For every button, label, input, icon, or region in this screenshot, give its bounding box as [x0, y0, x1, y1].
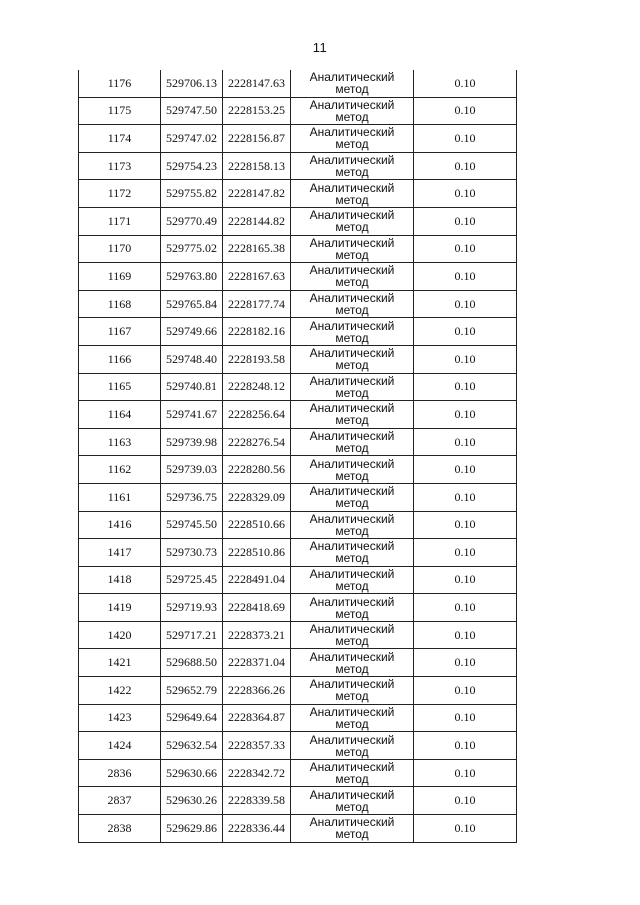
method-cell — [291, 456, 414, 484]
method-cell — [291, 70, 414, 97]
method-cell — [291, 152, 414, 180]
method-line-1: Аналитический — [309, 125, 395, 140]
point-number-cell: 1422 — [79, 677, 161, 705]
point-number-cell: 2838 — [79, 815, 161, 843]
table-row — [79, 483, 517, 511]
error-cell: 0.10 — [414, 815, 517, 843]
method-line-2: метод — [335, 82, 369, 97]
y-coordinate-cell: 2228357.33 — [223, 732, 291, 760]
table-row — [79, 621, 517, 649]
method-line-1: Аналитический — [309, 153, 395, 168]
table-row — [79, 511, 517, 539]
error-cell: 0.10 — [414, 125, 517, 153]
method-cell — [291, 759, 414, 787]
method-cell — [291, 539, 414, 567]
method-line-2: метод — [335, 413, 369, 428]
method-cell — [291, 318, 414, 346]
point-number-cell: 1167 — [79, 318, 161, 346]
table-row — [79, 97, 517, 125]
method-line-1: Аналитический — [309, 373, 395, 388]
error-cell: 0.10 — [414, 345, 517, 373]
error-cell: 0.10 — [414, 318, 517, 346]
coordinates-table — [78, 70, 517, 843]
method-line-1: Аналитический — [309, 539, 395, 554]
point-number-cell: 1173 — [79, 152, 161, 180]
x-coordinate-cell: 529745.50 — [161, 511, 223, 539]
method-cell — [291, 125, 414, 153]
y-coordinate-cell: 2228339.58 — [223, 787, 291, 815]
point-number-cell: 1418 — [79, 566, 161, 594]
y-coordinate-cell: 2228158.13 — [223, 152, 291, 180]
error-cell: 0.10 — [414, 511, 517, 539]
method-line-2: метод — [335, 137, 369, 152]
method-cell — [291, 401, 414, 429]
method-line-2: метод — [335, 496, 369, 511]
x-coordinate-cell: 529629.86 — [161, 815, 223, 843]
x-coordinate-cell: 529754.23 — [161, 152, 223, 180]
method-cell — [291, 207, 414, 235]
x-coordinate-cell: 529765.84 — [161, 290, 223, 318]
method-line-1: Аналитический — [309, 622, 395, 637]
y-coordinate-cell: 2228144.82 — [223, 207, 291, 235]
point-number-cell: 1161 — [79, 483, 161, 511]
method-cell — [291, 649, 414, 677]
table-row — [79, 594, 517, 622]
table-row — [79, 456, 517, 484]
method-cell — [291, 483, 414, 511]
error-cell: 0.10 — [414, 401, 517, 429]
table-row — [79, 815, 517, 843]
method-line-2: метод — [335, 744, 369, 759]
y-coordinate-cell: 2228491.04 — [223, 566, 291, 594]
method-cell — [291, 566, 414, 594]
method-line-2: метод — [335, 192, 369, 207]
x-coordinate-cell: 529748.40 — [161, 345, 223, 373]
x-coordinate-cell: 529763.80 — [161, 263, 223, 291]
point-number-cell: 1169 — [79, 263, 161, 291]
y-coordinate-cell: 2228336.44 — [223, 815, 291, 843]
x-coordinate-cell: 529749.66 — [161, 318, 223, 346]
method-line-1: Аналитический — [309, 511, 395, 526]
method-line-2: метод — [335, 303, 369, 318]
table-row — [79, 70, 517, 97]
error-cell: 0.10 — [414, 732, 517, 760]
error-cell: 0.10 — [414, 97, 517, 125]
error-cell: 0.10 — [414, 677, 517, 705]
x-coordinate-cell: 529741.67 — [161, 401, 223, 429]
coordinates-table-body — [79, 70, 517, 842]
error-cell: 0.10 — [414, 373, 517, 401]
method-line-2: метод — [335, 523, 369, 538]
x-coordinate-cell: 529775.02 — [161, 235, 223, 263]
method-line-1: Аналитический — [309, 235, 395, 250]
table-row — [79, 318, 517, 346]
error-cell: 0.10 — [414, 263, 517, 291]
method-cell — [291, 235, 414, 263]
x-coordinate-cell: 529719.93 — [161, 594, 223, 622]
error-cell: 0.10 — [414, 180, 517, 208]
method-line-1: Аналитический — [309, 97, 395, 112]
error-cell: 0.10 — [414, 594, 517, 622]
method-line-2: метод — [335, 551, 369, 566]
method-cell — [291, 704, 414, 732]
y-coordinate-cell: 2228167.63 — [223, 263, 291, 291]
x-coordinate-cell: 529739.98 — [161, 428, 223, 456]
table-row — [79, 263, 517, 291]
method-cell — [291, 677, 414, 705]
method-line-2: метод — [335, 689, 369, 704]
point-number-cell: 1166 — [79, 345, 161, 373]
x-coordinate-cell: 529770.49 — [161, 207, 223, 235]
x-coordinate-cell: 529688.50 — [161, 649, 223, 677]
table-row — [79, 180, 517, 208]
table-row — [79, 152, 517, 180]
method-cell — [291, 732, 414, 760]
table-row — [79, 125, 517, 153]
method-line-1: Аналитический — [309, 263, 395, 278]
y-coordinate-cell: 2228510.86 — [223, 539, 291, 567]
point-number-cell: 1424 — [79, 732, 161, 760]
point-number-cell: 1421 — [79, 649, 161, 677]
y-coordinate-cell: 2228280.56 — [223, 456, 291, 484]
error-cell: 0.10 — [414, 428, 517, 456]
error-cell: 0.10 — [414, 759, 517, 787]
x-coordinate-cell: 529740.81 — [161, 373, 223, 401]
y-coordinate-cell: 2228510.66 — [223, 511, 291, 539]
method-line-1: Аналитический — [309, 760, 395, 775]
method-line-2: метод — [335, 606, 369, 621]
error-cell: 0.10 — [414, 704, 517, 732]
table-row — [79, 401, 517, 429]
error-cell: 0.10 — [414, 152, 517, 180]
method-line-2: метод — [335, 827, 369, 842]
method-line-1: Аналитический — [309, 677, 395, 692]
table-row — [79, 345, 517, 373]
method-line-1: Аналитический — [309, 318, 395, 333]
table-row — [79, 290, 517, 318]
method-line-2: метод — [335, 247, 369, 262]
table-row — [79, 649, 517, 677]
method-line-1: Аналитический — [309, 456, 395, 471]
point-number-cell: 2837 — [79, 787, 161, 815]
method-line-2: метод — [335, 578, 369, 593]
point-number-cell: 1170 — [79, 235, 161, 263]
method-line-1: Аналитический — [309, 346, 395, 361]
error-cell: 0.10 — [414, 207, 517, 235]
error-cell: 0.10 — [414, 235, 517, 263]
y-coordinate-cell: 2228248.12 — [223, 373, 291, 401]
point-number-cell: 1417 — [79, 539, 161, 567]
x-coordinate-cell: 529739.03 — [161, 456, 223, 484]
point-number-cell: 1171 — [79, 207, 161, 235]
x-coordinate-cell: 529717.21 — [161, 621, 223, 649]
point-number-cell: 1162 — [79, 456, 161, 484]
y-coordinate-cell: 2228153.25 — [223, 97, 291, 125]
method-line-1: Аналитический — [309, 291, 395, 306]
method-cell — [291, 428, 414, 456]
method-line-1: Аналитический — [309, 732, 395, 747]
point-number-cell: 1175 — [79, 97, 161, 125]
y-coordinate-cell: 2228177.74 — [223, 290, 291, 318]
error-cell: 0.10 — [414, 539, 517, 567]
x-coordinate-cell: 529652.79 — [161, 677, 223, 705]
method-line-2: метод — [335, 358, 369, 373]
table-row — [79, 539, 517, 567]
method-line-2: метод — [335, 468, 369, 483]
method-line-2: метод — [335, 330, 369, 345]
method-cell — [291, 290, 414, 318]
x-coordinate-cell: 529725.45 — [161, 566, 223, 594]
method-line-2: метод — [335, 275, 369, 290]
y-coordinate-cell: 2228329.09 — [223, 483, 291, 511]
method-line-2: метод — [335, 661, 369, 676]
x-coordinate-cell: 529649.64 — [161, 704, 223, 732]
table-row — [79, 566, 517, 594]
error-cell: 0.10 — [414, 290, 517, 318]
table-row — [79, 207, 517, 235]
method-line-1: Аналитический — [309, 787, 395, 802]
y-coordinate-cell: 2228276.54 — [223, 428, 291, 456]
method-line-1: Аналитический — [309, 208, 395, 223]
y-coordinate-cell: 2228156.87 — [223, 125, 291, 153]
method-line-2: метод — [335, 799, 369, 814]
method-line-2: метод — [335, 165, 369, 180]
error-cell: 0.10 — [414, 787, 517, 815]
method-cell — [291, 373, 414, 401]
table-row — [79, 428, 517, 456]
method-line-1: Аналитический — [309, 649, 395, 664]
y-coordinate-cell: 2228182.16 — [223, 318, 291, 346]
point-number-cell: 1164 — [79, 401, 161, 429]
error-cell: 0.10 — [414, 566, 517, 594]
error-cell: 0.10 — [414, 483, 517, 511]
method-line-1: Аналитический — [309, 704, 395, 719]
x-coordinate-cell: 529630.66 — [161, 759, 223, 787]
method-line-1: Аналитический — [309, 401, 395, 416]
y-coordinate-cell: 2228193.58 — [223, 345, 291, 373]
y-coordinate-cell: 2228418.69 — [223, 594, 291, 622]
y-coordinate-cell: 2228256.64 — [223, 401, 291, 429]
table-row — [79, 235, 517, 263]
method-line-1: Аналитический — [309, 180, 395, 195]
table-row — [79, 759, 517, 787]
table-row — [79, 373, 517, 401]
method-cell — [291, 345, 414, 373]
error-cell: 0.10 — [414, 649, 517, 677]
x-coordinate-cell: 529630.26 — [161, 787, 223, 815]
point-number-cell: 1416 — [79, 511, 161, 539]
method-cell — [291, 180, 414, 208]
x-coordinate-cell: 529755.82 — [161, 180, 223, 208]
method-cell — [291, 594, 414, 622]
method-line-2: метод — [335, 109, 369, 124]
method-line-2: метод — [335, 716, 369, 731]
point-number-cell: 1172 — [79, 180, 161, 208]
y-coordinate-cell: 2228371.04 — [223, 649, 291, 677]
method-line-1: Аналитический — [309, 594, 395, 609]
table-row — [79, 732, 517, 760]
error-cell: 0.10 — [414, 70, 517, 97]
method-cell — [291, 511, 414, 539]
table-row — [79, 704, 517, 732]
method-line-2: метод — [335, 385, 369, 400]
table-row — [79, 677, 517, 705]
method-line-1: Аналитический — [309, 429, 395, 444]
x-coordinate-cell: 529747.02 — [161, 125, 223, 153]
method-cell — [291, 815, 414, 843]
method-line-2: метод — [335, 220, 369, 235]
point-number-cell: 1176 — [79, 70, 161, 97]
method-cell — [291, 263, 414, 291]
method-line-1: Аналитический — [309, 815, 395, 830]
y-coordinate-cell: 2228147.82 — [223, 180, 291, 208]
x-coordinate-cell: 529730.73 — [161, 539, 223, 567]
point-number-cell: 1168 — [79, 290, 161, 318]
y-coordinate-cell: 2228165.38 — [223, 235, 291, 263]
point-number-cell: 1423 — [79, 704, 161, 732]
point-number-cell: 1174 — [79, 125, 161, 153]
method-line-2: метод — [335, 634, 369, 649]
table-row — [79, 787, 517, 815]
point-number-cell: 1420 — [79, 621, 161, 649]
method-cell — [291, 97, 414, 125]
point-number-cell: 1163 — [79, 428, 161, 456]
method-line-2: метод — [335, 441, 369, 456]
method-line-1: Аналитический — [309, 566, 395, 581]
y-coordinate-cell: 2228373.21 — [223, 621, 291, 649]
x-coordinate-cell: 529706.13 — [161, 70, 223, 97]
method-cell — [291, 787, 414, 815]
y-coordinate-cell: 2228366.26 — [223, 677, 291, 705]
method-line-2: метод — [335, 772, 369, 787]
x-coordinate-cell: 529736.75 — [161, 483, 223, 511]
method-line-1: Аналитический — [309, 484, 395, 499]
method-cell — [291, 621, 414, 649]
x-coordinate-cell: 529747.50 — [161, 97, 223, 125]
error-cell: 0.10 — [414, 621, 517, 649]
y-coordinate-cell: 2228147.63 — [223, 70, 291, 97]
method-line-1: Аналитический — [309, 70, 395, 85]
x-coordinate-cell: 529632.54 — [161, 732, 223, 760]
point-number-cell: 1419 — [79, 594, 161, 622]
y-coordinate-cell: 2228364.87 — [223, 704, 291, 732]
y-coordinate-cell: 2228342.72 — [223, 759, 291, 787]
error-cell: 0.10 — [414, 456, 517, 484]
point-number-cell: 1165 — [79, 373, 161, 401]
point-number-cell: 2836 — [79, 759, 161, 787]
page-number: 11 — [312, 40, 328, 55]
